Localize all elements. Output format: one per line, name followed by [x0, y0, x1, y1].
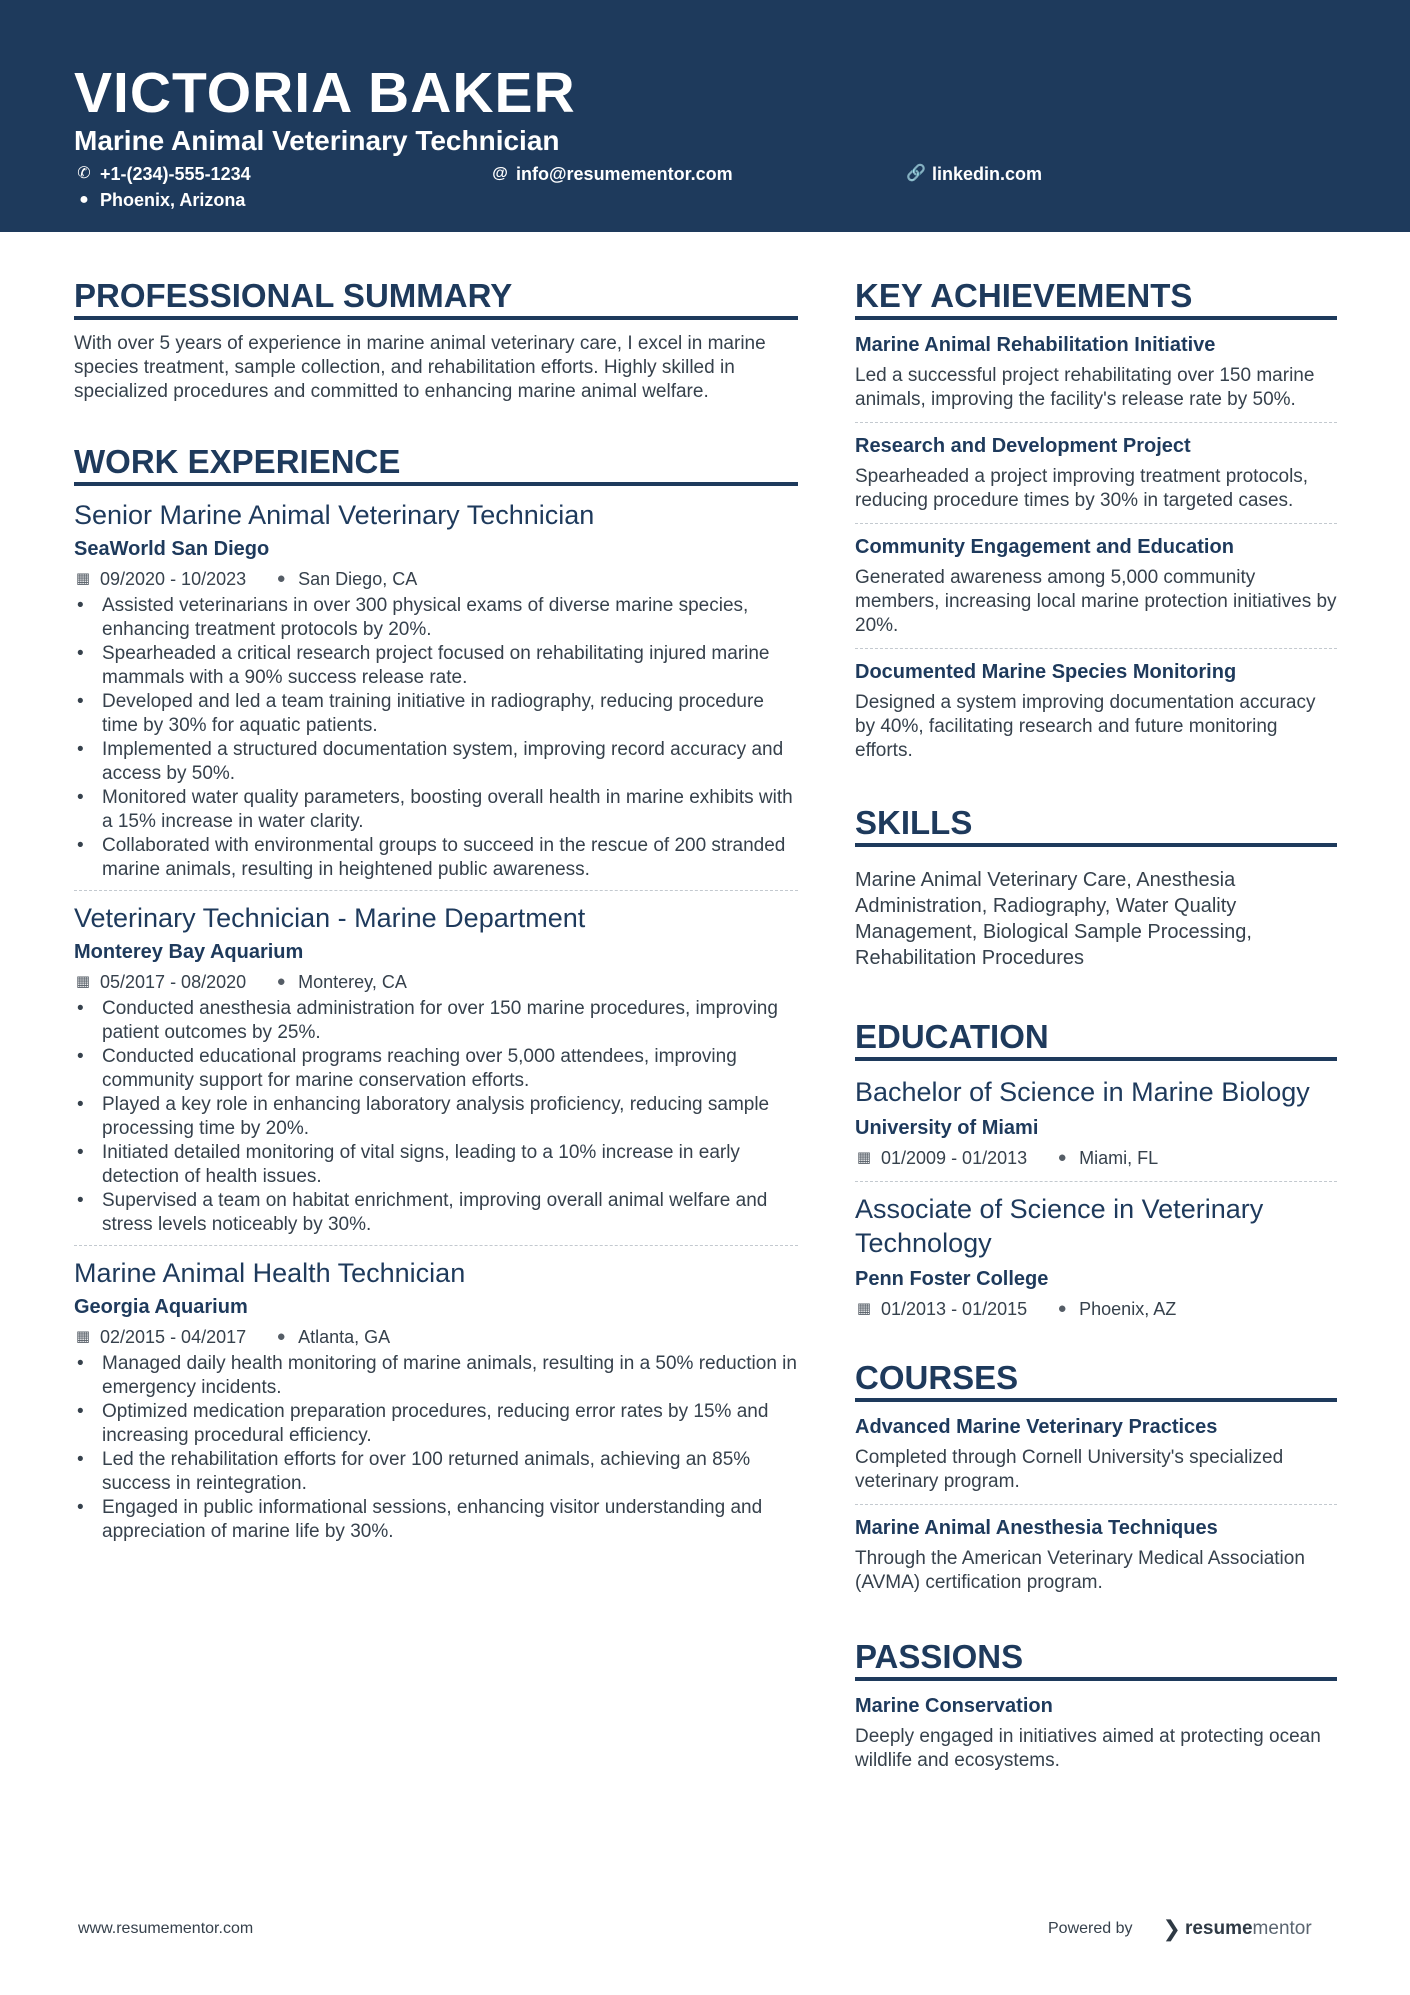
achievement-title: Documented Marine Species Monitoring — [855, 661, 1237, 683]
contact-location — [74, 188, 245, 212]
achievement-text: Spearheaded a project improving treatment protocols, reducing procedure times by 30% in targeted cases. — [855, 466, 1309, 511]
achievement-title: Marine Animal Rehabilitation Initiative — [855, 334, 1216, 356]
achievement-item — [855, 422, 1337, 523]
brand-mark-icon: ❯ — [1162, 1916, 1181, 1941]
job-dates: 02/2015 - 04/2017 — [100, 1327, 247, 1347]
job-bullet: • Optimized medication preparation procedures, reducing error rates by 15% and increasing procedural efficiency. — [74, 1400, 798, 1448]
education-item — [855, 1073, 1337, 1181]
powered-by-text: Powered by — [1048, 1920, 1133, 1937]
passions-heading: PASSIONS — [855, 1637, 1337, 1681]
job-location-text: San Diego, CA — [298, 569, 418, 589]
courses-section — [855, 1358, 1337, 1605]
job-bullet: • Collaborated with environmental groups to succeed in the rescue of 200 stranded marine animals, resulting in heightened public awareness. — [74, 834, 798, 882]
education-school: University of Miami — [855, 1117, 1039, 1139]
job-dates: 09/2020 - 10/2023 — [100, 569, 247, 589]
experience-heading: WORK EXPERIENCE — [74, 442, 798, 486]
job-bullet: • Spearheaded a critical research project focused on rehabilitating injured marine mammals with a 90% success release rate. — [74, 642, 798, 690]
achievement-item — [855, 523, 1337, 648]
job-location — [272, 1324, 390, 1350]
at-icon: @ — [492, 165, 508, 182]
education-location-text: Phoenix, AZ — [1079, 1299, 1177, 1319]
education-location — [1053, 1296, 1176, 1322]
achievement-item — [855, 648, 1337, 773]
skills-heading: SKILLS — [855, 803, 1337, 847]
map-pin-icon: ● — [1057, 1149, 1067, 1166]
footer-website[interactable]: www.resumementor.com — [78, 1920, 254, 1937]
linkedin-text[interactable]: linkedin.com — [932, 164, 1043, 184]
course-item — [855, 1504, 1337, 1605]
course-text: Completed through Cornell University's specialized veterinary program. — [855, 1447, 1284, 1492]
summary-text: With over 5 years of experience in marine animal veterinary care, I excel in marine species treatment, sample collection, and rehabilitation efforts. Highly skilled in specialized procedures and committed to enhancing marine animal welfare. — [74, 333, 766, 402]
education-dates: 01/2009 - 01/2013 — [881, 1148, 1028, 1168]
job-bullet: • Developed and led a team training initiative in radiography, reducing procedure time by 30% for aquatic patients. — [74, 690, 798, 738]
education-heading: EDUCATION — [855, 1017, 1337, 1061]
link-icon: 🔗 — [906, 165, 926, 182]
right-column — [855, 276, 1337, 1783]
passion-title: Marine Conservation — [855, 1695, 1053, 1717]
job-bullet: • Played a key role in enhancing laboratory analysis proficiency, reducing sample processing time by 20%. — [74, 1093, 798, 1141]
footer-powered — [1048, 1916, 1312, 1942]
job-meta — [74, 566, 798, 592]
map-pin-icon: ● — [276, 1328, 286, 1345]
phone-text: +1-(234)-555-1234 — [100, 164, 251, 184]
job-bullet: • Managed daily health monitoring of marine animals, resulting in a 50% reduction in emergency incidents. — [74, 1352, 798, 1400]
map-pin-icon: ● — [1057, 1300, 1067, 1317]
passion-item — [855, 1683, 1337, 1783]
course-item — [855, 1404, 1337, 1504]
job-title: Senior Marine Animal Veterinary Technician — [74, 500, 595, 530]
map-pin-icon: ● — [276, 570, 286, 587]
left-column — [74, 276, 798, 1552]
education-section — [855, 1017, 1337, 1332]
job-bullet: • Assisted veterinarians in over 300 physical exams of diverse marine species, enhancing treatment protocols by 20%. — [74, 594, 798, 642]
education-location-text: Miami, FL — [1079, 1148, 1159, 1168]
job-bullet: • Implemented a structured documentation system, improving record accuracy and access by 50%. — [74, 738, 798, 786]
job-company: SeaWorld San Diego — [74, 538, 270, 560]
candidate-title: Marine Animal Veterinary Technician — [74, 125, 560, 156]
job-bullets — [74, 1352, 798, 1544]
achievement-text: Generated awareness among 5,000 community members, increasing local marine protection initiatives by 20%. — [855, 567, 1337, 636]
course-title: Advanced Marine Veterinary Practices — [855, 1416, 1218, 1438]
job-dates: 05/2017 - 08/2020 — [100, 972, 247, 992]
map-pin-icon: ● — [276, 973, 286, 990]
job-location-text: Atlanta, GA — [298, 1327, 391, 1347]
candidate-name: VICTORIA BAKER — [74, 61, 576, 125]
email-text[interactable]: info@resumementor.com — [516, 164, 733, 184]
course-title: Marine Animal Anesthesia Techniques — [855, 1517, 1218, 1539]
achievement-title: Research and Development Project — [855, 435, 1191, 457]
education-degree: Bachelor of Science in Marine Biology — [855, 1077, 1310, 1107]
achievement-title: Community Engagement and Education — [855, 536, 1234, 558]
education-degree: Associate of Science in Veterinary Technology — [855, 1194, 1264, 1258]
education-school: Penn Foster College — [855, 1268, 1049, 1290]
skills-text: Marine Animal Veterinary Care, Anesthesia Administration, Radiography, Water Quality Management, Biological Sample Processing, Rehabilitation Procedures — [855, 869, 1252, 969]
job-title: Veterinary Technician - Marine Department — [74, 903, 586, 933]
skills-section — [855, 803, 1337, 971]
education-dates: 01/2013 - 01/2015 — [881, 1299, 1028, 1319]
job-company: Georgia Aquarium — [74, 1296, 248, 1318]
calendar-icon: ▦ — [856, 1300, 872, 1317]
job-entry — [74, 1245, 798, 1552]
education-meta — [855, 1145, 1337, 1171]
education-meta — [855, 1296, 1337, 1322]
brand-name-part2: mentor — [1252, 1918, 1312, 1939]
education-location — [1053, 1145, 1158, 1171]
brand-name-part1: resume — [1184, 1918, 1253, 1939]
calendar-icon: ▦ — [75, 1328, 91, 1345]
job-meta — [74, 969, 798, 995]
location-text: Phoenix, Arizona — [100, 190, 246, 210]
passion-text: Deeply engaged in initiatives aimed at protecting ocean wildlife and ecosystems. — [855, 1726, 1321, 1771]
contact-phone — [74, 162, 251, 186]
job-bullets — [74, 594, 798, 882]
job-title: Marine Animal Health Technician — [74, 1258, 466, 1288]
job-location-text: Monterey, CA — [298, 972, 407, 992]
job-bullet: • Conducted anesthesia administration for over 150 marine procedures, improving patient outcomes by 25%. — [74, 997, 798, 1045]
map-pin-icon: ● — [79, 191, 89, 208]
passions-section — [855, 1637, 1337, 1783]
job-meta — [74, 1324, 798, 1350]
contact-linkedin[interactable] — [906, 162, 1042, 186]
job-bullet: • Engaged in public informational sessions, enhancing visitor understanding and appreciation of marine life by 30%. — [74, 1496, 798, 1544]
calendar-icon: ▦ — [75, 570, 91, 587]
achievement-text: Designed a system improving documentation accuracy by 40%, facilitating research and future monitoring efforts. — [855, 692, 1316, 761]
resume-header — [0, 0, 1410, 232]
courses-heading: COURSES — [855, 1358, 1337, 1402]
education-item — [855, 1181, 1337, 1332]
achievements-heading: KEY ACHIEVEMENTS — [855, 276, 1337, 320]
job-entry — [74, 498, 798, 890]
job-location — [272, 969, 407, 995]
calendar-icon: ▦ — [856, 1149, 872, 1166]
job-bullet: • Conducted educational programs reaching over 5,000 attendees, improving community support for marine conservation efforts. — [74, 1045, 798, 1093]
job-location — [272, 566, 417, 592]
job-bullet: • Initiated detailed monitoring of vital signs, leading to a 10% increase in early detection of health issues. — [74, 1141, 798, 1189]
job-bullet: • Supervised a team on habitat enrichment, improving overall animal welfare and stress levels noticeably by 30%. — [74, 1189, 798, 1237]
phone-icon: ✆ — [77, 165, 91, 182]
contact-email[interactable] — [490, 162, 733, 186]
summary-heading: PROFESSIONAL SUMMARY — [74, 276, 798, 320]
job-entry — [74, 890, 798, 1245]
job-bullet: • Led the rehabilitation efforts for over 100 returned animals, achieving an 85% success in reintegration. — [74, 1448, 798, 1496]
resumementor-logo[interactable] — [1163, 1916, 1312, 1942]
achievements-section — [855, 276, 1337, 773]
job-company: Monterey Bay Aquarium — [74, 941, 304, 963]
job-bullet: • Monitored water quality parameters, boosting overall health in marine exhibits with a 15% increase in water clarity. — [74, 786, 798, 834]
calendar-icon: ▦ — [75, 973, 91, 990]
summary-section — [74, 276, 798, 404]
job-bullets — [74, 997, 798, 1237]
achievement-text: Led a successful project rehabilitating over 150 marine animals, improving the facility's release rate by 50%. — [855, 365, 1315, 410]
experience-section — [74, 442, 798, 1552]
course-text: Through the American Veterinary Medical Association (AVMA) certification program. — [855, 1548, 1305, 1593]
achievement-item — [855, 322, 1337, 422]
